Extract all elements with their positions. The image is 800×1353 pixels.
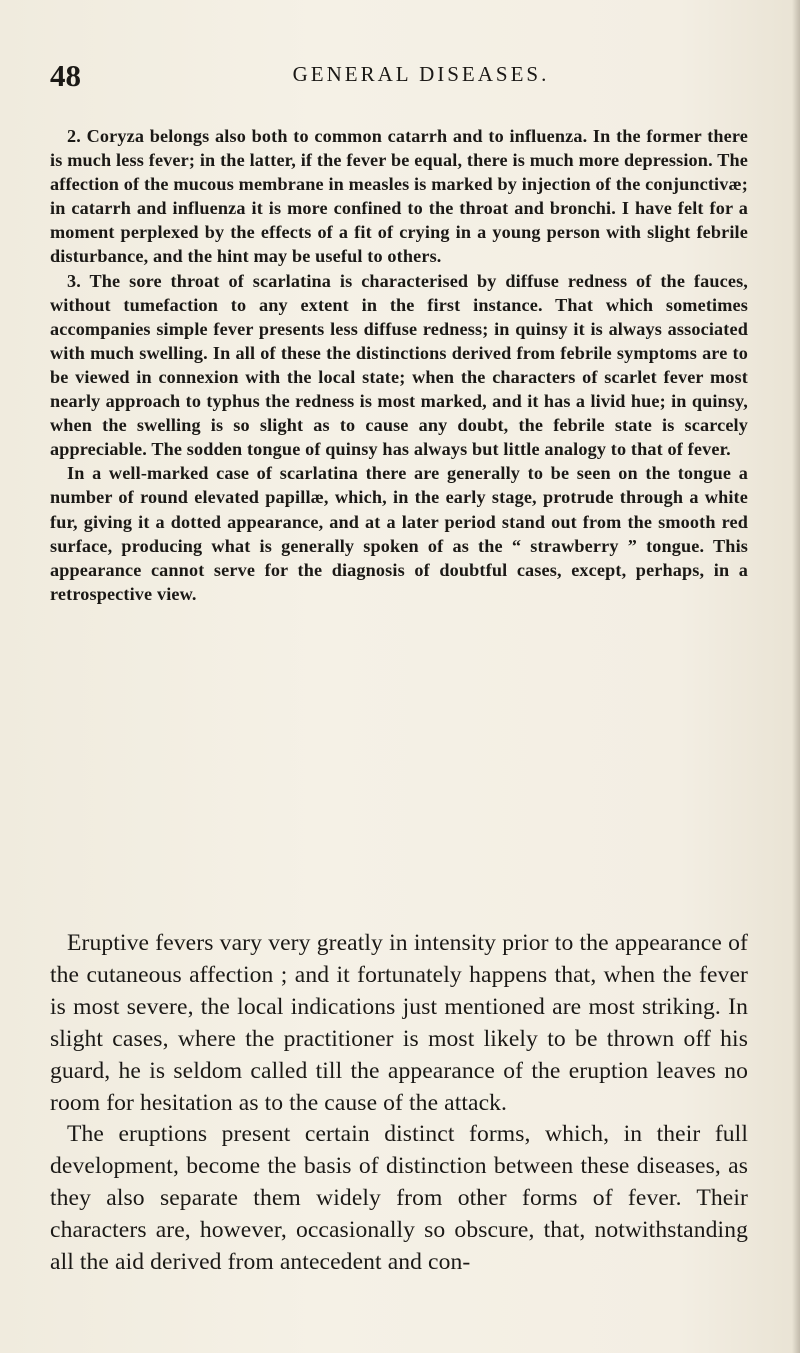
page-number: 48 (50, 58, 81, 93)
paragraph-strawberry-tongue: In a well-marked case of scarlatina there are generally to be seen on the tongue a number of round elevated papillæ, which, in the early stage, protrude through a white fur, giving it a dotted appearance, and at a later period stand out from the smooth red surface, producing what is generally spoken of as the “ strawberry ” tongue. This appearance cannot serve for the diagnosis of doubtful cases, except, perhaps, in a retrospective view. (50, 463, 748, 604)
body-text-large (50, 928, 748, 1279)
body-text-small (50, 124, 748, 606)
paragraph-eruption-forms: The eruptions present certain distinct forms, which, in their full development, become the basis of distinction between these diseases, as they also separate them widely from other forms of fever. Their characters are, however, occasionally so obscure, that, notwithstanding all the aid derived from antecedent and con- (50, 1121, 748, 1276)
page-header (50, 58, 750, 98)
paragraph-eruptive-fevers: Eruptive fevers vary very greatly in intensity prior to the appearance of the cutaneous affection ; and it fortunately happens that, when the fever is most severe, the local indications just mentioned are most striking. In slight cases, where the practitioner is most likely to be thrown off his guard, he is seldom called till the appearance of the eruption leaves no room for hesitation as to the cause of the attack. (50, 930, 748, 1116)
paragraph-sore-throat: 3. The sore throat of scarlatina is characterised by diffuse redness of the fauces, without tumefaction to any extent in the first instance. That which sometimes accompanies simple fever presents less diffuse redness; in quinsy it is always associated with much swelling. In all of these the distinctions derived from febrile symptoms are to be viewed in connexion with the local state; when the characters of scarlet fever most nearly approach to typhus the redness is most marked, and it has a livid hue; in quinsy, when the swelling is so slight as to cause any doubt, the febrile state is scarcely appreciable. The sodden tongue of quinsy has always but little analogy to that of fever. (50, 270, 748, 460)
running-title: GENERAL DISEASES. (292, 62, 550, 86)
paragraph-coryza: 2. Coryza belongs also both to common catarrh and to influenza. In the former there is much less fever; in the latter, if the fever be equal, there is much more depression. The affection of the mucous membrane in measles is marked by injection of the conjunctivæ; in catarrh and influenza it is more confined to the throat and bronchi. I have felt for a moment perplexed by the effects of a fit of crying in a young person with slight febrile disturbance, and the hint may be useful to others. (50, 126, 748, 267)
page-edge-shadow (792, 0, 800, 1353)
